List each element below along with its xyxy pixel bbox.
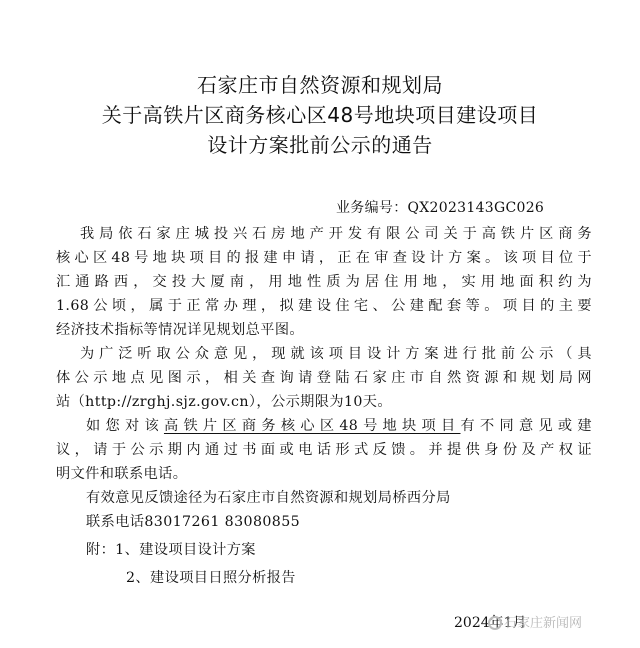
watermark bbox=[488, 612, 582, 631]
paragraph-1-line-2: 核心区48号地块项目的报建申请，正在审查设计方案。该项目位于 bbox=[56, 250, 592, 266]
document-number: 业务编号：QX2023143GC026 bbox=[336, 200, 545, 216]
paragraph-1-line-4: 1.68公顷，属于正常办理，拟建设住宅、公建配套等。项目的主要 bbox=[56, 298, 592, 314]
paragraph-2-line-2: 体公示地点见图示，相关查询请登陆石家庄市自然资源和规划局网 bbox=[56, 370, 592, 386]
project-name-underlined: 高铁片区商务核心区48号地块项目 bbox=[163, 418, 461, 434]
paragraph-1-line-1: 我局依石家庄城投兴石房地产开发有限公司关于高铁片区商务 bbox=[80, 226, 592, 242]
attachment-1: 附：1、建设项目设计方案 bbox=[86, 542, 256, 558]
watermark-logo-icon bbox=[488, 616, 502, 630]
contact-phone: 联系电话83017261 83080855 bbox=[86, 514, 301, 530]
notice-date: 2024年1月 bbox=[454, 615, 527, 631]
paragraph-3-line-3: 明文件和联系电话。 bbox=[56, 466, 188, 482]
feedback-channel: 有效意见反馈途径为石家庄市自然资源和规划局桥西分局 bbox=[86, 490, 451, 506]
paragraph-1-line-3: 汇通路西，交投大厦南，用地性质为居住用地，实用地面积约为 bbox=[56, 274, 592, 290]
watermark-text: 石家庄新闻网 bbox=[504, 616, 583, 631]
title-line-3: 设计方案批前公示的通告 bbox=[207, 133, 433, 157]
paragraph-2-line-3: 站（http://zrghj.sjz.gov.cn），公示期限为10天。 bbox=[56, 394, 392, 410]
paragraph-3-line-1 bbox=[86, 414, 592, 438]
paragraph-3-line-2: 议，请于公示期内通过书面或电话形式反馈。并提供身份及产权证 bbox=[56, 442, 592, 458]
paragraph-3-prefix: 如您对该 bbox=[86, 418, 164, 434]
paragraph-2-line-1: 为广泛听取公众意见，现就该项目设计方案进行批前公示（具 bbox=[80, 346, 592, 362]
title-line-2: 关于高铁片区商务核心区48号地块项目建设项目 bbox=[101, 103, 539, 127]
paragraph-3-suffix: 有不同意见或建 bbox=[460, 418, 592, 434]
title-line-1: 石家庄市自然资源和规划局 bbox=[197, 73, 443, 97]
attachment-2: 2、建设项目日照分析报告 bbox=[126, 570, 296, 586]
paragraph-1-line-5: 经济技术指标等情况详见规划总平图。 bbox=[56, 322, 304, 338]
